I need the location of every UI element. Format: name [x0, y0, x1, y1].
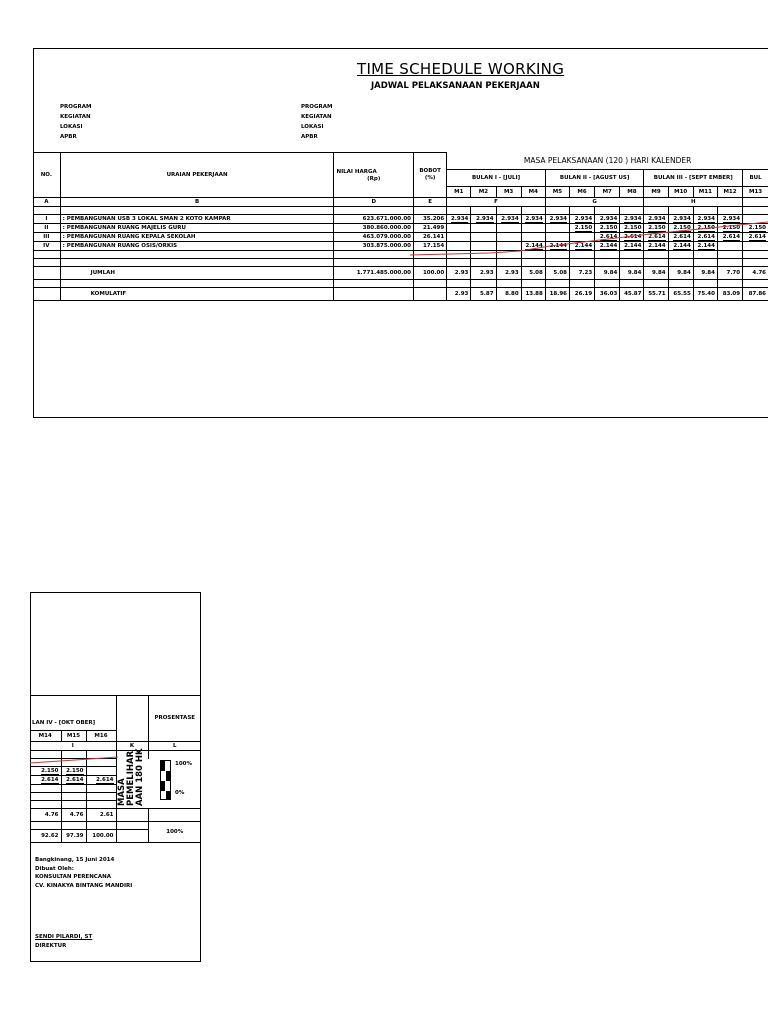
item-nilai: 380.860.000.00	[334, 224, 414, 233]
item-week-value: 2.934	[496, 215, 521, 224]
letter-i: I	[30, 742, 116, 751]
kumulatif-week-value: 83.09	[717, 288, 742, 301]
jumlah-week-value: 9.84	[668, 267, 693, 280]
document-title: TIME SCHEDULE WORKING	[357, 60, 565, 78]
header-letters	[33, 198, 768, 207]
item-week-value: 2.150	[668, 224, 693, 233]
kumulatif-week-value: 26.19	[570, 288, 595, 301]
item-week-value: 2.614	[595, 233, 620, 242]
signatory-title: DIREKTUR	[35, 942, 67, 949]
pct-100-label: 100%	[175, 761, 192, 767]
kumulatif-week-value: 55.71	[644, 288, 668, 301]
item-week-value: 2.144	[595, 242, 620, 251]
spacer-row	[33, 259, 768, 267]
header-no: NO.	[33, 153, 60, 198]
item-week-value	[496, 233, 521, 242]
kumulatif-week-value: 5.87	[471, 288, 496, 301]
spacer-row	[33, 280, 768, 288]
cont-item-row	[30, 767, 201, 776]
cont-week-value: 2.614	[61, 776, 86, 785]
jumlah-bobot: 100.00	[414, 267, 447, 280]
work-item-row	[33, 215, 768, 224]
week-m11: M11	[693, 187, 717, 198]
letter-d: D	[334, 198, 414, 207]
cont-week-value	[61, 785, 86, 793]
signature-role: KONSULTAN PERENCANA	[35, 874, 111, 880]
item-nilai: 463.079.000.00	[334, 233, 414, 242]
cont-week-value	[86, 785, 116, 793]
kumulatif-row	[33, 288, 768, 301]
cont-week-value	[86, 767, 116, 776]
kumulatif-week-value: 65.55	[668, 288, 693, 301]
meta-apbr: APBR	[60, 134, 77, 140]
letter-l: L	[148, 742, 201, 751]
percent-scale-bar	[160, 760, 171, 800]
kumulatif-week-value: 75.40	[693, 288, 717, 301]
cont-kumulatif-value: 92.62	[30, 830, 61, 843]
masa-pemeliharaan-label: MASA PEMELIHAR AAN 180 HK	[117, 748, 145, 806]
letter-f: F	[447, 198, 546, 207]
month-2: BULAN II - [AGUST US]	[545, 170, 644, 187]
week-m6: M6	[570, 187, 595, 198]
meta-kegiatan: KEGIATAN	[60, 114, 91, 120]
item-week-value: 2.144	[620, 242, 644, 251]
month-1: BULAN I - [JULI]	[447, 170, 546, 187]
item-week-value: 2.934	[717, 215, 742, 224]
jumlah-week-value: 2.93	[447, 267, 471, 280]
cont-kumulatif-value: 97.39	[61, 830, 86, 843]
item-bobot: 35.206	[414, 215, 447, 224]
week-m13: M13	[743, 187, 768, 198]
continuation-table	[30, 695, 201, 843]
item-rows	[33, 215, 768, 259]
item-week-value: 2.934	[668, 215, 693, 224]
header-masa: MASA PELAKSANAAN (120 ) HARI KALENDER	[447, 153, 768, 170]
pct-total: 100%	[148, 822, 201, 843]
item-name: : PEMBANGUNAN RUANG MAJELIS GURU	[60, 224, 334, 233]
item-no: IV	[33, 242, 60, 251]
item-week-value: 2.150	[693, 224, 717, 233]
jumlah-nilai: 1.771.485.000.00	[334, 267, 414, 280]
item-week-value: 2.144	[570, 242, 595, 251]
work-item-row	[33, 224, 768, 233]
item-week-value: 2.150	[717, 224, 742, 233]
kumulatif-week-value: 2.93	[447, 288, 471, 301]
week-m3: M3	[496, 187, 521, 198]
item-week-value	[521, 224, 545, 233]
item-week-value	[570, 233, 595, 242]
item-week-value: 2.614	[668, 233, 693, 242]
jumlah-week-value: 9.84	[595, 267, 620, 280]
cont-prosentase: PROSENTASE	[148, 696, 201, 742]
schedule-table	[33, 152, 768, 301]
item-week-value: 2.144	[521, 242, 545, 251]
item-bobot: 21.499	[414, 224, 447, 233]
kumulatif-week-value: 8.80	[496, 288, 521, 301]
item-week-value: 2.144	[668, 242, 693, 251]
work-item-row	[33, 242, 768, 251]
kumulatif-week-value: 36.03	[595, 288, 620, 301]
week-m10: M10	[668, 187, 693, 198]
item-week-value: 2.934	[570, 215, 595, 224]
cont-kumulatif-value: 100.00	[86, 830, 116, 843]
jumlah-week-value: 9.84	[693, 267, 717, 280]
header-row-1	[33, 153, 768, 170]
item-no: I	[33, 215, 60, 224]
document-subtitle: JADWAL PELAKSANAAN PEKERJAAN	[371, 81, 540, 91]
item-week-value	[545, 233, 569, 242]
item-week-value	[521, 233, 545, 242]
item-week-value: 2.144	[693, 242, 717, 251]
item-week-value	[545, 224, 569, 233]
item-week-value: 2.150	[644, 224, 668, 233]
item-week-value	[496, 242, 521, 251]
cont-jumlah-value: 4.76	[61, 809, 86, 822]
work-item-row	[33, 233, 768, 242]
signatory-name: SENDI PILARDI, ST	[35, 934, 93, 940]
kumulatif-label: KOMULATIF	[60, 288, 334, 301]
item-week-value: 2.150	[620, 224, 644, 233]
jumlah-week-value: 2.93	[471, 267, 496, 280]
meta-labels-left	[60, 102, 91, 142]
week-m4: M4	[521, 187, 545, 198]
cont-month: LAN IV - [OKT OBER]	[30, 696, 116, 731]
item-week-value: 2.614	[693, 233, 717, 242]
item-week-value	[717, 242, 742, 251]
item-bobot: 17.154	[414, 242, 447, 251]
cont-item-row	[30, 776, 201, 785]
item-week-value: 2.614	[644, 233, 668, 242]
item-week-value	[471, 224, 496, 233]
kumulatif-week-value: 13.88	[521, 288, 545, 301]
item-nilai: 303.875.000.00	[334, 242, 414, 251]
meta-program: PROGRAM	[301, 104, 333, 110]
week-m9: M9	[644, 187, 668, 198]
header-nilai: NILAI HARGA (Rp)	[334, 153, 414, 198]
item-week-value: 2.614	[620, 233, 644, 242]
item-week-value: 2.144	[545, 242, 569, 251]
meta-apbr: APBR	[301, 134, 318, 140]
item-week-value	[447, 242, 471, 251]
signature-place-date: Bangkinang, 15 Juni 2014	[35, 857, 115, 863]
item-week-value: 2.934	[644, 215, 668, 224]
cont-week-value	[86, 759, 116, 767]
item-nilai: 623.671.000.00	[334, 215, 414, 224]
jumlah-week-value: 5.08	[545, 267, 569, 280]
jumlah-week-value: 7.70	[717, 267, 742, 280]
jumlah-week-value: 4.76	[743, 267, 768, 280]
kumulatif-week-value: 87.86	[743, 288, 768, 301]
item-week-value: 2.934	[545, 215, 569, 224]
kumulatif-week-value: 45.87	[620, 288, 644, 301]
month-3: BULAN III - [SEPT EMBER]	[644, 170, 743, 187]
item-no: II	[33, 224, 60, 233]
header-uraian: URAIAN PEKERJAAN	[60, 153, 334, 198]
item-week-value: 2.934	[471, 215, 496, 224]
letter-a: A	[33, 198, 60, 207]
letter-e: E	[414, 198, 447, 207]
week-m5: M5	[545, 187, 569, 198]
cont-week-value: 2.614	[30, 776, 61, 785]
cont-week-value	[30, 785, 61, 793]
item-week-value	[471, 233, 496, 242]
item-name: : PEMBANGUNAN RUANG OSIS/ORKIS	[60, 242, 334, 251]
item-week-value	[743, 242, 768, 251]
cont-jumlah-value: 2.61	[86, 809, 116, 822]
week-m7: M7	[595, 187, 620, 198]
item-week-value: 2.934	[595, 215, 620, 224]
cont-week-value	[30, 759, 61, 767]
signature-made-by: Dibuat Oleh:	[35, 865, 74, 872]
item-week-value: 2.934	[620, 215, 644, 224]
month-4: BUL	[743, 170, 768, 187]
signatory	[35, 933, 92, 950]
item-name: : PEMBANGUNAN USB 3 LOKAL SMAN 2 KOTO KAMPAR	[60, 215, 334, 224]
item-bobot: 26.141	[414, 233, 447, 242]
header-bobot: BOBOT (%)	[414, 153, 447, 198]
jumlah-week-value: 9.84	[620, 267, 644, 280]
meta-lokasi: LOKASI	[60, 124, 83, 130]
letter-k: K	[116, 742, 148, 751]
cont-jumlah-value: 4.76	[30, 809, 61, 822]
week-m15: M15	[61, 731, 86, 742]
item-week-value: 2.150	[570, 224, 595, 233]
item-week-value: 2.934	[447, 215, 471, 224]
item-week-value: 2.934	[693, 215, 717, 224]
jumlah-week-value: 9.84	[644, 267, 668, 280]
meta-kegiatan: KEGIATAN	[301, 114, 332, 120]
item-week-value	[743, 215, 768, 224]
item-week-value: 2.150	[743, 224, 768, 233]
jumlah-row	[33, 267, 768, 280]
item-week-value: 2.614	[743, 233, 768, 242]
meta-program: PROGRAM	[60, 104, 92, 110]
cont-week-value: 2.150	[61, 767, 86, 776]
cont-week-value: 2.614	[86, 776, 116, 785]
letter-b: B	[60, 198, 334, 207]
item-week-value: 2.150	[595, 224, 620, 233]
item-no: III	[33, 233, 60, 242]
item-week-value	[496, 224, 521, 233]
kumulatif-week-value: 18.96	[545, 288, 569, 301]
meta-lokasi: LOKASI	[301, 124, 324, 130]
week-m2: M2	[471, 187, 496, 198]
week-m14: M14	[30, 731, 61, 742]
meta-labels-right	[301, 102, 332, 142]
item-week-value: 2.144	[644, 242, 668, 251]
week-m12: M12	[717, 187, 742, 198]
pct-0-label: 0%	[175, 790, 185, 796]
item-week-value	[471, 242, 496, 251]
jumlah-label: JUMLAH	[60, 267, 334, 280]
cont-jumlah-row	[30, 809, 201, 822]
letter-h: H	[644, 198, 743, 207]
jumlah-week-value: 2.93	[496, 267, 521, 280]
jumlah-week-value: 7.23	[570, 267, 595, 280]
item-week-value	[447, 224, 471, 233]
cont-week-value	[61, 759, 86, 767]
percent-bar-cell	[148, 751, 201, 759]
item-week-value	[447, 233, 471, 242]
week-m8: M8	[620, 187, 644, 198]
item-week-value: 2.934	[521, 215, 545, 224]
signature-block	[35, 856, 132, 890]
week-m1: M1	[447, 187, 471, 198]
signature-company: CV. KINAKYA BINTANG MANDIRI	[35, 882, 133, 889]
item-name: : PEMBANGUNAN RUANG KEPALA SEKOLAH	[60, 233, 334, 242]
jumlah-week-value: 5.08	[521, 267, 545, 280]
cont-week-value: 2.150	[30, 767, 61, 776]
spacer-row	[33, 207, 768, 215]
letter-g: G	[545, 198, 644, 207]
item-week-value: 2.614	[717, 233, 742, 242]
week-m16: M16	[86, 731, 116, 742]
